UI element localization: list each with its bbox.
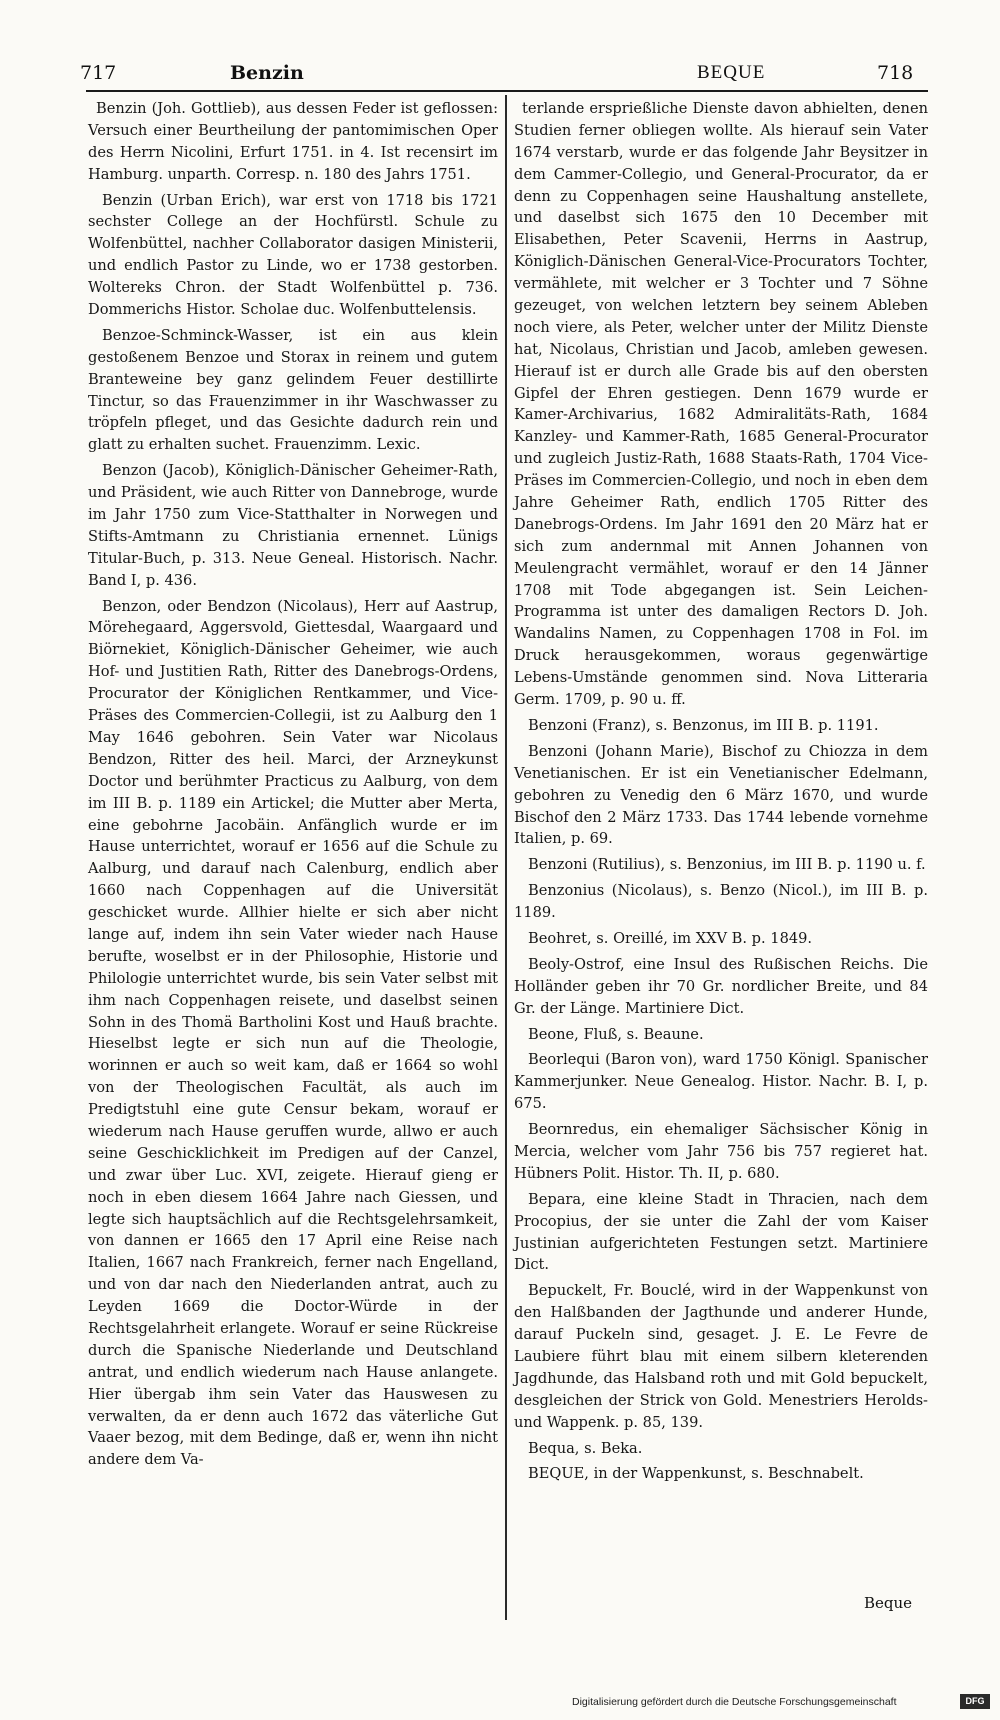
- page-number-right: 718: [877, 62, 914, 84]
- entry: BEQUE, in der Wappenkunst, s. Beschnabelt.: [528, 1465, 864, 1483]
- entry: Benzoni (Johann Marie), Bischof zu Chiozza in dem Venetianischen. Er ist ein Venetianischer Edelmann, gebohren zu Venedig den 6 März 1670, und wurde Bischof den 2 März 1733. Das 1744 lebende vornehme Italien, p. 69.: [514, 742, 928, 848]
- entry: Benzoe-Schminck-Wasser, ist ein aus klein gestoßenem Benzoe und Storax in reinem und gutem Branteweine bey ganz gelindem Feuer destillirte Tinctur, so das Frauenzimmer in ihr Waschwasser zu tröpfeln pfleget, und das Gesichte dadurch rein und glatt zu erhalten suchet. Frauenzimm. Lexic.: [88, 326, 498, 454]
- entry: Benzon (Jacob), Königlich-Dänischer Geheimer-Rath, und Präsident, wie auch Ritter von Dannebroge, wurde im Jahr 1750 zum Vice-Statthalter in Norwegen und Stifts-Amtmann zu Christiania ernennet. Lünigs Titular-Buch, p. 313. Neue Geneal. Historisch. Nachr. Band I, p. 436.: [88, 462, 498, 589]
- header-rule: [86, 90, 928, 92]
- entry: Benzon, oder Bendzon (Nicolaus), Herr auf Aastrup, Mörehegaard, Aggersvold, Giettesdal, Waargaard und Biörnekiet, Königlich-Dänischer Geheimer, wie auch Hof- und Justitien Rath, Ritter des Danebrogs-Ordens, Procurator der Königlichen Rentkammer, und Vice-Präses des Commercien-Collegii, ist zu Aalburg den 1 May 1646 gebohren. Sein Vater war Nicolaus Bendzon, Ritter des heil. Marci, der Arzneykunst Doctor und berühmter Practicus zu Aalburg, von dem im III B. p. 1189 ein Artickel; die Mutter aber Merta, eine gebohrne Jacobäin. Anfänglich wurde er im Hause unterrichtet, worauf er 1656 auf die Schule zu Aalburg, und darauf nach Calenburg, endlich aber 1660 nach Coppenhagen auf die Universität geschicket wurde. Allhier hielte er sich aber nicht lange auf, indem ihn sein Vater wieder nach Hause berufte, woselbst er in der Philosophie, Historie und Philologie unterrichtet wurde, bis sein Vater selbst mit ihm nach Coppenhagen reisete, und daselbst seinen Sohn in des Thomä Bartholini Kost und Hauß brachte. Hieselbst legte er sich nun auf die Theologie, worinnen er auch so weit kam, daß er 1664 so wohl von der Theologischen Facultät, als auch im Predigtstuhl eine gute Censur bekam, worauf er wiederum nach Hause geruffen wurde, allwo er auch seine Geschicklichkeit im Predigen auf der Canzel, und zwar über Luc. XVI, zeigete. Hierauf gieng er noch in eben diesem 1664 Jahre nach Giessen, und legte sich hauptsächlich auf die Rechtsgelehrsamkeit, von dannen er 1665 den 17 April eine Reise nach Italien, 1667 nach Frankreich, ferner nach Engelland, und von dar nach den Niederlanden antrat, auch zu Leyden 1669 die Doctor-Würde in der Rechtsgelahrheit erlangete. Worauf er seine Rückreise durch die Spanische Niederlande und Deutschland antrat, und endlich wiederum nach Hause anlangete. Hier übergab ihm sein Vater das Hauswesen zu verwalten, da er denn auch 1672 das väterliche Gut Vaaer bezog, mit dem Bedinge, daß er, wenn ihn nicht andere dem Va-: [88, 597, 498, 1469]
- headword-right: BEQUE: [697, 62, 766, 83]
- column-divider: [505, 95, 507, 1620]
- entry: Benzoni (Franz), s. Benzonus, im III B. p. 1191.: [528, 716, 879, 734]
- entry: Benzonius (Nicolaus), s. Benzo (Nicol.), im III B. p. 1189.: [514, 882, 928, 922]
- entry: Beoly-Ostrof, eine Insul des Rußischen Reichs. Die Holländer geben ihr 70 Gr. nordlicher Breite, und 84 Gr. der Länge. Martiniere Dict.: [514, 955, 928, 1017]
- entry: Benzin (Urban Erich), war erst von 1718 bis 1721 sechster College an der Hochfürstl. Schule zu Wolfenbüttel, nachher Collaborator dasigen Ministerii, und endlich Pastor zu Linde, wo er 1738 gestorben. Woltereks Chron. der Stadt Wolfenbüttel p. 736. Dommerichs Histor. Scholae duc. Wolfenbuttelensis.: [88, 191, 498, 319]
- page-number-left: 717: [80, 62, 117, 84]
- entry: Beohret, s. Oreillé, im XXV B. p. 1849.: [528, 929, 813, 947]
- headword-left: Benzin: [230, 62, 304, 84]
- digitization-footer: Digitalisierung gefördert durch die Deutsche Forschungsgemeinschaft: [572, 1696, 897, 1708]
- entry: Bepara, eine kleine Stadt in Thracien, nach dem Procopius, der sie unter die Zahl der vom Kaiser Justinian aufgerichteten Festungen setzt. Martiniere Dict.: [514, 1190, 928, 1274]
- entry: Benzin (Joh. Gottlieb), aus dessen Feder ist geflossen: Versuch einer Beurtheilung der pantomimischen Oper des Herrn Nicolini, Erfurt 1751. in 4. Ist recensirt im Hamburg. unparth. Corresp. n. 180 des Jahrs 1751.: [88, 100, 498, 183]
- left-column: [88, 98, 498, 1475]
- entry: Bepuckelt, Fr. Bouclé, wird in der Wappenkunst von den Halßbanden der Jagthunde und anderer Hunde, darauf Puckeln sind, gesaget. J. E. Le Fevre de Laubiere führt blau mit einem silbern kleterenden Jagdhunde, das Halsband roth und mit Gold bepuckelt, desgleichen der Strick von Gold. Menestriers Herolds- und Wappenk. p. 85, 139.: [514, 1282, 928, 1431]
- dfg-logo: DFG: [960, 1694, 990, 1709]
- right-column: [514, 98, 928, 1489]
- entry: Benzoni (Rutilius), s. Benzonius, im III B. p. 1190 u. f.: [528, 856, 926, 874]
- entry: Beone, Fluß, s. Beaune.: [528, 1025, 704, 1043]
- entry: Bequa, s. Beka.: [528, 1439, 643, 1457]
- catchword: Beque: [864, 1594, 913, 1612]
- entry: Beornredus, ein ehemaliger Sächsischer König in Mercia, welcher vom Jahr 756 bis 757 regieret hat. Hübners Polit. Histor. Th. II, p. 680.: [514, 1121, 928, 1182]
- entry: Beorlequi (Baron von), ward 1750 Königl. Spanischer Kammerjunker. Neue Genealog. Histor. Nachr. B. I, p. 675.: [514, 1051, 928, 1113]
- entry: terlande ersprießliche Dienste davon abhielten, denen Studien ferner obliegen wollte. Als hierauf sein Vater 1674 verstarb, wurde er das folgende Jahr Beysitzer in dem Cammer-Collegio, und General-Procurator, da er denn zu Coppenhagen seine Haushaltung anstellete, und daselbst sich 1675 den 10 December mit Elisabethen, Peter Scavenii, Herrns in Aastrup, Königlich-Dänischen General-Vice-Procurators Tochter, vermählete, mit welcher er 3 Tochter und 7 Söhne gezeuget, von welchen letztern bey seinem Ableben noch viere, als Peter, welcher unter der Militz Dienste hat, Nicolaus, Christian und Jacob, amleben gewesen. Hierauf ist er durch alle Grade bis auf den obersten Gipfel der Ehren gestiegen. Denn 1679 wurde er Kamer-Archivarius, 1682 Admiralitäts-Rath, 1684 Kanzley- und Kammer-Rath, 1685 General-Procurator und zugleich Justiz-Rath, 1688 Staats-Rath, 1704 Vice-Präses im Commercien-Collegio, und noch in eben dem Jahre Geheimer Rath, endlich 1705 Ritter des Danebrogs-Ordens. Im Jahr 1691 den 20 März hat er sich zum andernmal mit Annen Johannen von Meulengracht vermählet, worauf er den 14 Jänner 1708 mit Tode abgegangen ist. Sein Leichen-Programma ist unter des damaligen Rectors D. Joh. Wandalins Namen, zu Coppenhagen 1708 in Fol. im Druck herausgekommen, woraus gegenwärtige Lebens-Umstände genommen sind. Nova Litteraria Germ. 1709, p. 90 u. ff.: [514, 100, 928, 709]
